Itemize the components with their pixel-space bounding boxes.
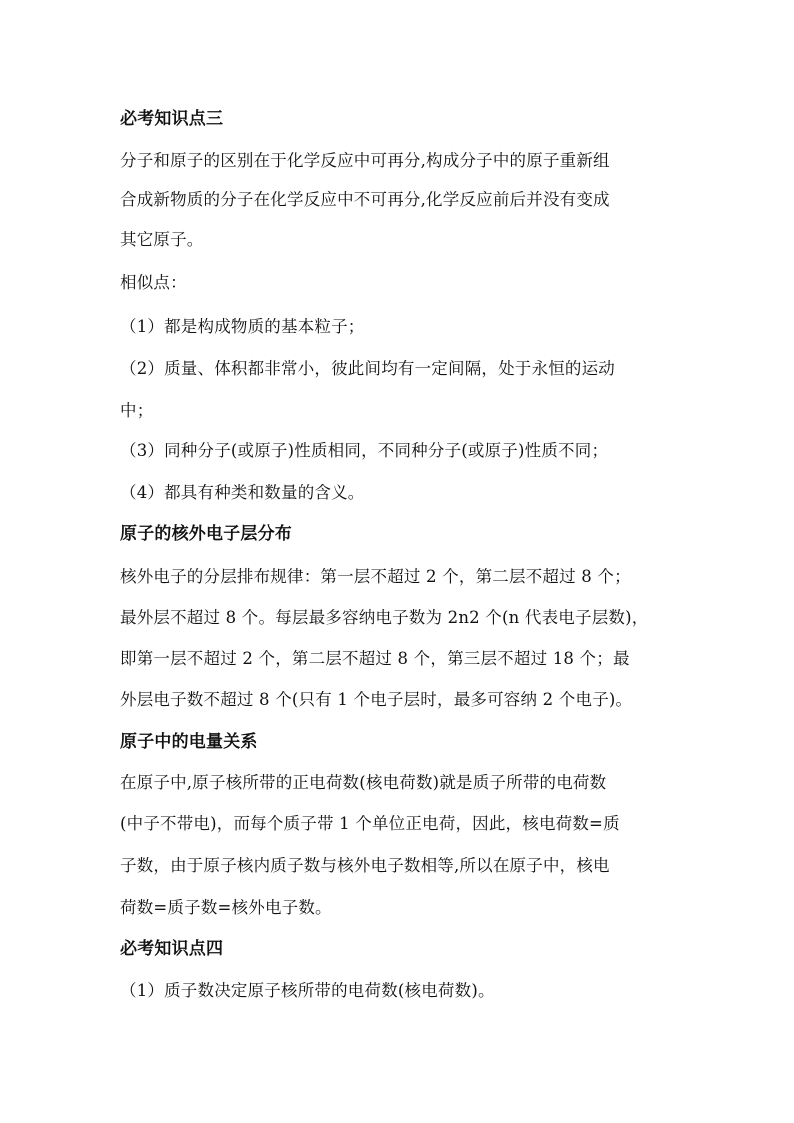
heading-key-point-4: 必考知识点四	[120, 939, 224, 959]
paragraph-line: 最外层不超过 8 个。每层最多容纳电子数为 2n2 个(n 代表电子层数)，	[120, 608, 649, 627]
paragraph-line: 外层电子数不超过 8 个(只有 1 个电子层时，最多可容纳 2 个电子)。	[120, 690, 633, 709]
heading-electron-shell-distribution: 原子的核外电子层分布	[120, 524, 292, 544]
paragraph-line: 在原子中,原子核所带的正电荷数(核电荷数)就是质子所带的电荷数	[120, 773, 607, 792]
paragraph-line: 核外电子的分层排布规律：第一层不超过 2 个，第二层不超过 8 个；	[120, 567, 631, 586]
list-item: （3）同种分子(或原子)性质相同，不同种分子(或原子)性质不同；	[120, 441, 609, 460]
paragraph-line: 荷数=质子数=核外电子数。	[120, 898, 332, 917]
heading-key-point-3: 必考知识点三	[120, 109, 224, 129]
paragraph-line: 分子和原子的区别在于化学反应中可再分,构成分子中的原子重新组	[120, 151, 610, 170]
paragraph-line: 相似点：	[120, 273, 187, 292]
paragraph-line: 其它原子。	[120, 230, 204, 249]
heading-charge-relationship: 原子中的电量关系	[120, 732, 258, 752]
paragraph-line: (中子不带电)，而每个质子带 1 个单位正电荷，因此，核电荷数=质	[120, 814, 620, 833]
paragraph-line: 中；	[120, 401, 154, 420]
list-item: （1）都是构成物质的基本粒子；	[120, 317, 365, 336]
paragraph-line: 即第一层不超过 2 个，第二层不超过 8 个，第三层不超过 18 个；最	[120, 649, 630, 668]
list-item: （2）质量、体积都非常小，彼此间均有一定间隔，处于永恒的运动	[120, 359, 615, 378]
list-item: （4）都具有种类和数量的含义。	[120, 483, 365, 502]
list-item: （1）质子数决定原子核所带的电荷数(核电荷数)。	[120, 981, 495, 1000]
paragraph-line: 合成新物质的分子在化学反应中不可再分,化学反应前后并没有变成	[120, 190, 610, 209]
paragraph-line: 子数，由于原子核内质子数与核外电子数相等,所以在原子中，核电	[120, 856, 610, 875]
